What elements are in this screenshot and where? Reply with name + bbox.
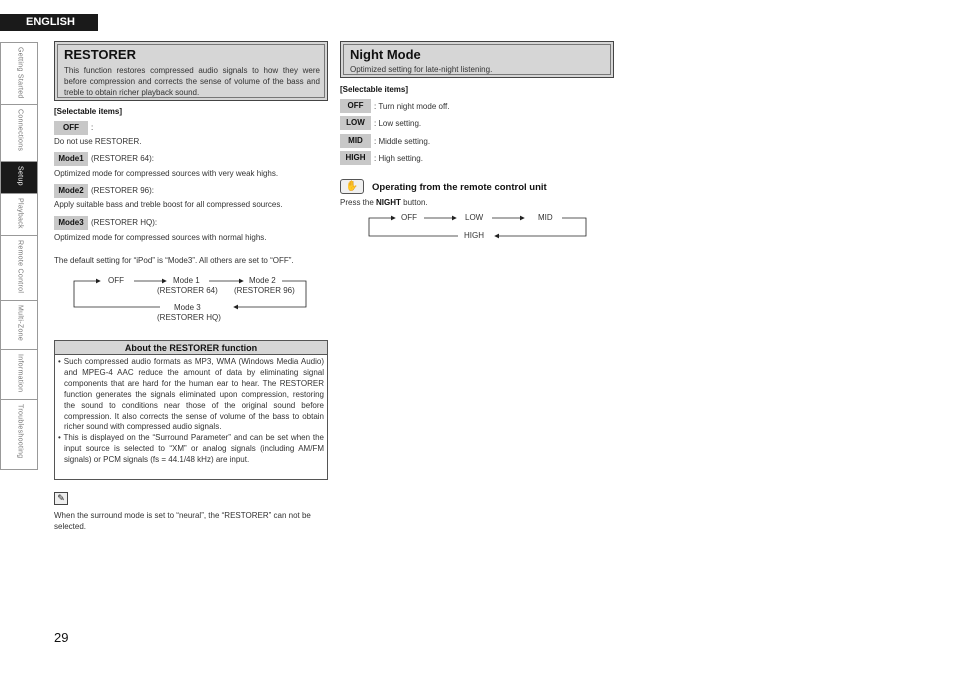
- restorer-mode2-chip: Mode2: [54, 184, 88, 198]
- remote-press-suffix: button.: [403, 198, 428, 207]
- night-off-desc: : Turn night mode off.: [374, 102, 450, 111]
- restorer-mode3-chip: Mode3: [54, 216, 88, 230]
- remote-control-icon: ✋: [340, 179, 364, 194]
- night-mid-desc: : Middle setting.: [374, 137, 431, 146]
- page-number: 29: [54, 630, 69, 645]
- night-mode-description: Optimized setting for late-night listening.: [350, 65, 493, 74]
- night-low-text: Low setting.: [378, 119, 422, 128]
- night-flow-off: OFF: [401, 213, 417, 222]
- side-nav-getting-started[interactable]: [0, 42, 38, 104]
- night-low-desc: : Low setting.: [374, 119, 422, 128]
- side-nav-troubleshooting[interactable]: [0, 399, 38, 470]
- side-nav-label: Playback: [16, 198, 24, 229]
- remote-instruction: [340, 198, 428, 207]
- night-flow-high: HIGH: [464, 231, 484, 240]
- side-nav-label: Information: [16, 354, 24, 393]
- remote-heading: Operating from the remote control unit: [372, 182, 547, 193]
- restorer-flow-mode3: Mode 3: [174, 303, 201, 312]
- about-bullet: • Such compressed audio formats as MP3, WMA (Windows Media Audio) and MPEG-4 AAC reduce the amount of data by eliminating signal components that are hard for the human ear to hear. The RESTORER function generates the signals eliminated upon compression, restoring the sound to conditions near those of the original sound before compression. It also corrects the sense of volume of the bass to obtain richer sound with compressed audio signals.: [58, 357, 324, 432]
- night-high-text: High setting.: [378, 154, 423, 163]
- side-nav: [0, 42, 38, 470]
- restorer-title: RESTORER: [64, 47, 136, 62]
- about-bullet-text: This is displayed on the “Surround Parameter” and can be set when the input source is selected to “XM” or analog signals (including AM/FM signals) or PCM signals (fs = 44.1/48 kHz) are input.: [63, 433, 325, 465]
- restorer-flow-mode3-sub: (RESTORER HQ): [157, 313, 221, 322]
- about-bullet: • This is displayed on the “Surround Parameter” and can be set when the input source is selected to “XM” or analog signals (including AM/FM signals) or PCM signals (fs = 44.1/48 kHz) are input.: [58, 433, 325, 465]
- night-mode-title: Night Mode: [350, 47, 421, 62]
- side-nav-label: Setup: [16, 166, 24, 186]
- side-nav-information[interactable]: [0, 349, 38, 399]
- side-nav-playback[interactable]: [0, 193, 38, 235]
- night-mode-header: [340, 41, 614, 78]
- side-nav-label: Troubleshooting: [16, 404, 24, 459]
- night-flow-low: LOW: [465, 213, 484, 222]
- restorer-flow-off: OFF: [108, 276, 124, 285]
- about-restorer-box: [54, 340, 328, 480]
- night-high-desc: : High setting.: [374, 154, 423, 163]
- restorer-note: When the surround mode is set to “neural”, the “RESTORER” can not be selected.: [54, 511, 311, 531]
- restorer-off-desc: Do not use RESTORER.: [54, 137, 142, 146]
- side-nav-label: Connections: [16, 109, 24, 152]
- restorer-flow-mode1: Mode 1: [173, 276, 200, 285]
- pencil-note-icon: ✎: [54, 492, 68, 505]
- restorer-flow-mode2: Mode 2: [249, 276, 276, 285]
- restorer-mode2-desc: Apply suitable bass and treble boost for all compressed sources.: [54, 200, 283, 209]
- night-high-chip: HIGH: [340, 151, 371, 165]
- side-nav-label: Multi-Zone: [16, 305, 24, 342]
- night-selectable-heading: [Selectable items]: [340, 85, 409, 94]
- restorer-selectable-heading: [Selectable items]: [54, 107, 123, 116]
- side-nav-label: Getting Started: [16, 47, 24, 99]
- night-mid-chip: MID: [340, 134, 371, 148]
- restorer-mode1-suffix: (RESTORER 64):: [91, 154, 154, 163]
- side-nav-label: Remote Control: [16, 240, 24, 294]
- side-nav-multi-zone[interactable]: [0, 300, 38, 349]
- restorer-flow-mode2-sub: (RESTORER 96): [234, 286, 295, 295]
- night-flow-mid: MID: [538, 213, 553, 222]
- night-off-text: Turn night mode off.: [378, 102, 450, 111]
- night-mid-text: Middle setting.: [378, 137, 431, 146]
- restorer-mode1-chip: Mode1: [54, 152, 88, 166]
- restorer-mode3-suffix: (RESTORER HQ):: [91, 218, 158, 227]
- restorer-mode3-desc: Optimized mode for compressed sources with normal highs.: [54, 233, 267, 242]
- restorer-mode1-desc: Optimized mode for compressed sources with very weak highs.: [54, 169, 279, 178]
- restorer-header: [54, 41, 328, 101]
- remote-press-prefix: Press the: [340, 198, 374, 207]
- side-nav-connections[interactable]: [0, 104, 38, 161]
- side-nav-setup[interactable]: [0, 161, 38, 193]
- night-off-chip: OFF: [340, 99, 371, 113]
- restorer-off-chip: OFF: [54, 121, 88, 135]
- language-tab: ENGLISH: [0, 14, 98, 31]
- side-nav-remote-control[interactable]: [0, 235, 38, 300]
- night-button-label: NIGHT: [376, 198, 401, 207]
- restorer-mode2-suffix: (RESTORER 96):: [91, 186, 154, 195]
- restorer-description: This function restores compressed audio signals to how they were before compression and corrects the sense of volume of the bass and treble to obtain richer playback sound.: [64, 66, 320, 97]
- about-restorer-title: About the RESTORER function: [55, 341, 327, 355]
- night-low-chip: LOW: [340, 116, 371, 130]
- restorer-off-suffix: :: [91, 123, 94, 132]
- restorer-default-note: The default setting for “iPod” is “Mode3”. All others are set to “OFF”.: [54, 256, 294, 265]
- restorer-flow-mode1-sub: (RESTORER 64): [157, 286, 218, 295]
- about-bullet-text: Such compressed audio formats as MP3, WMA (Windows Media Audio) and MPEG-4 AAC reduce the amount of data by eliminating signal components that are hard for the human ear to hear. The RESTORER function generates the signals eliminated upon compression, restoring the sound to conditions near those of the original sound before compression. It also corrects the sense of volume of the bass to obtain richer sound with compressed audio signals.: [63, 357, 324, 432]
